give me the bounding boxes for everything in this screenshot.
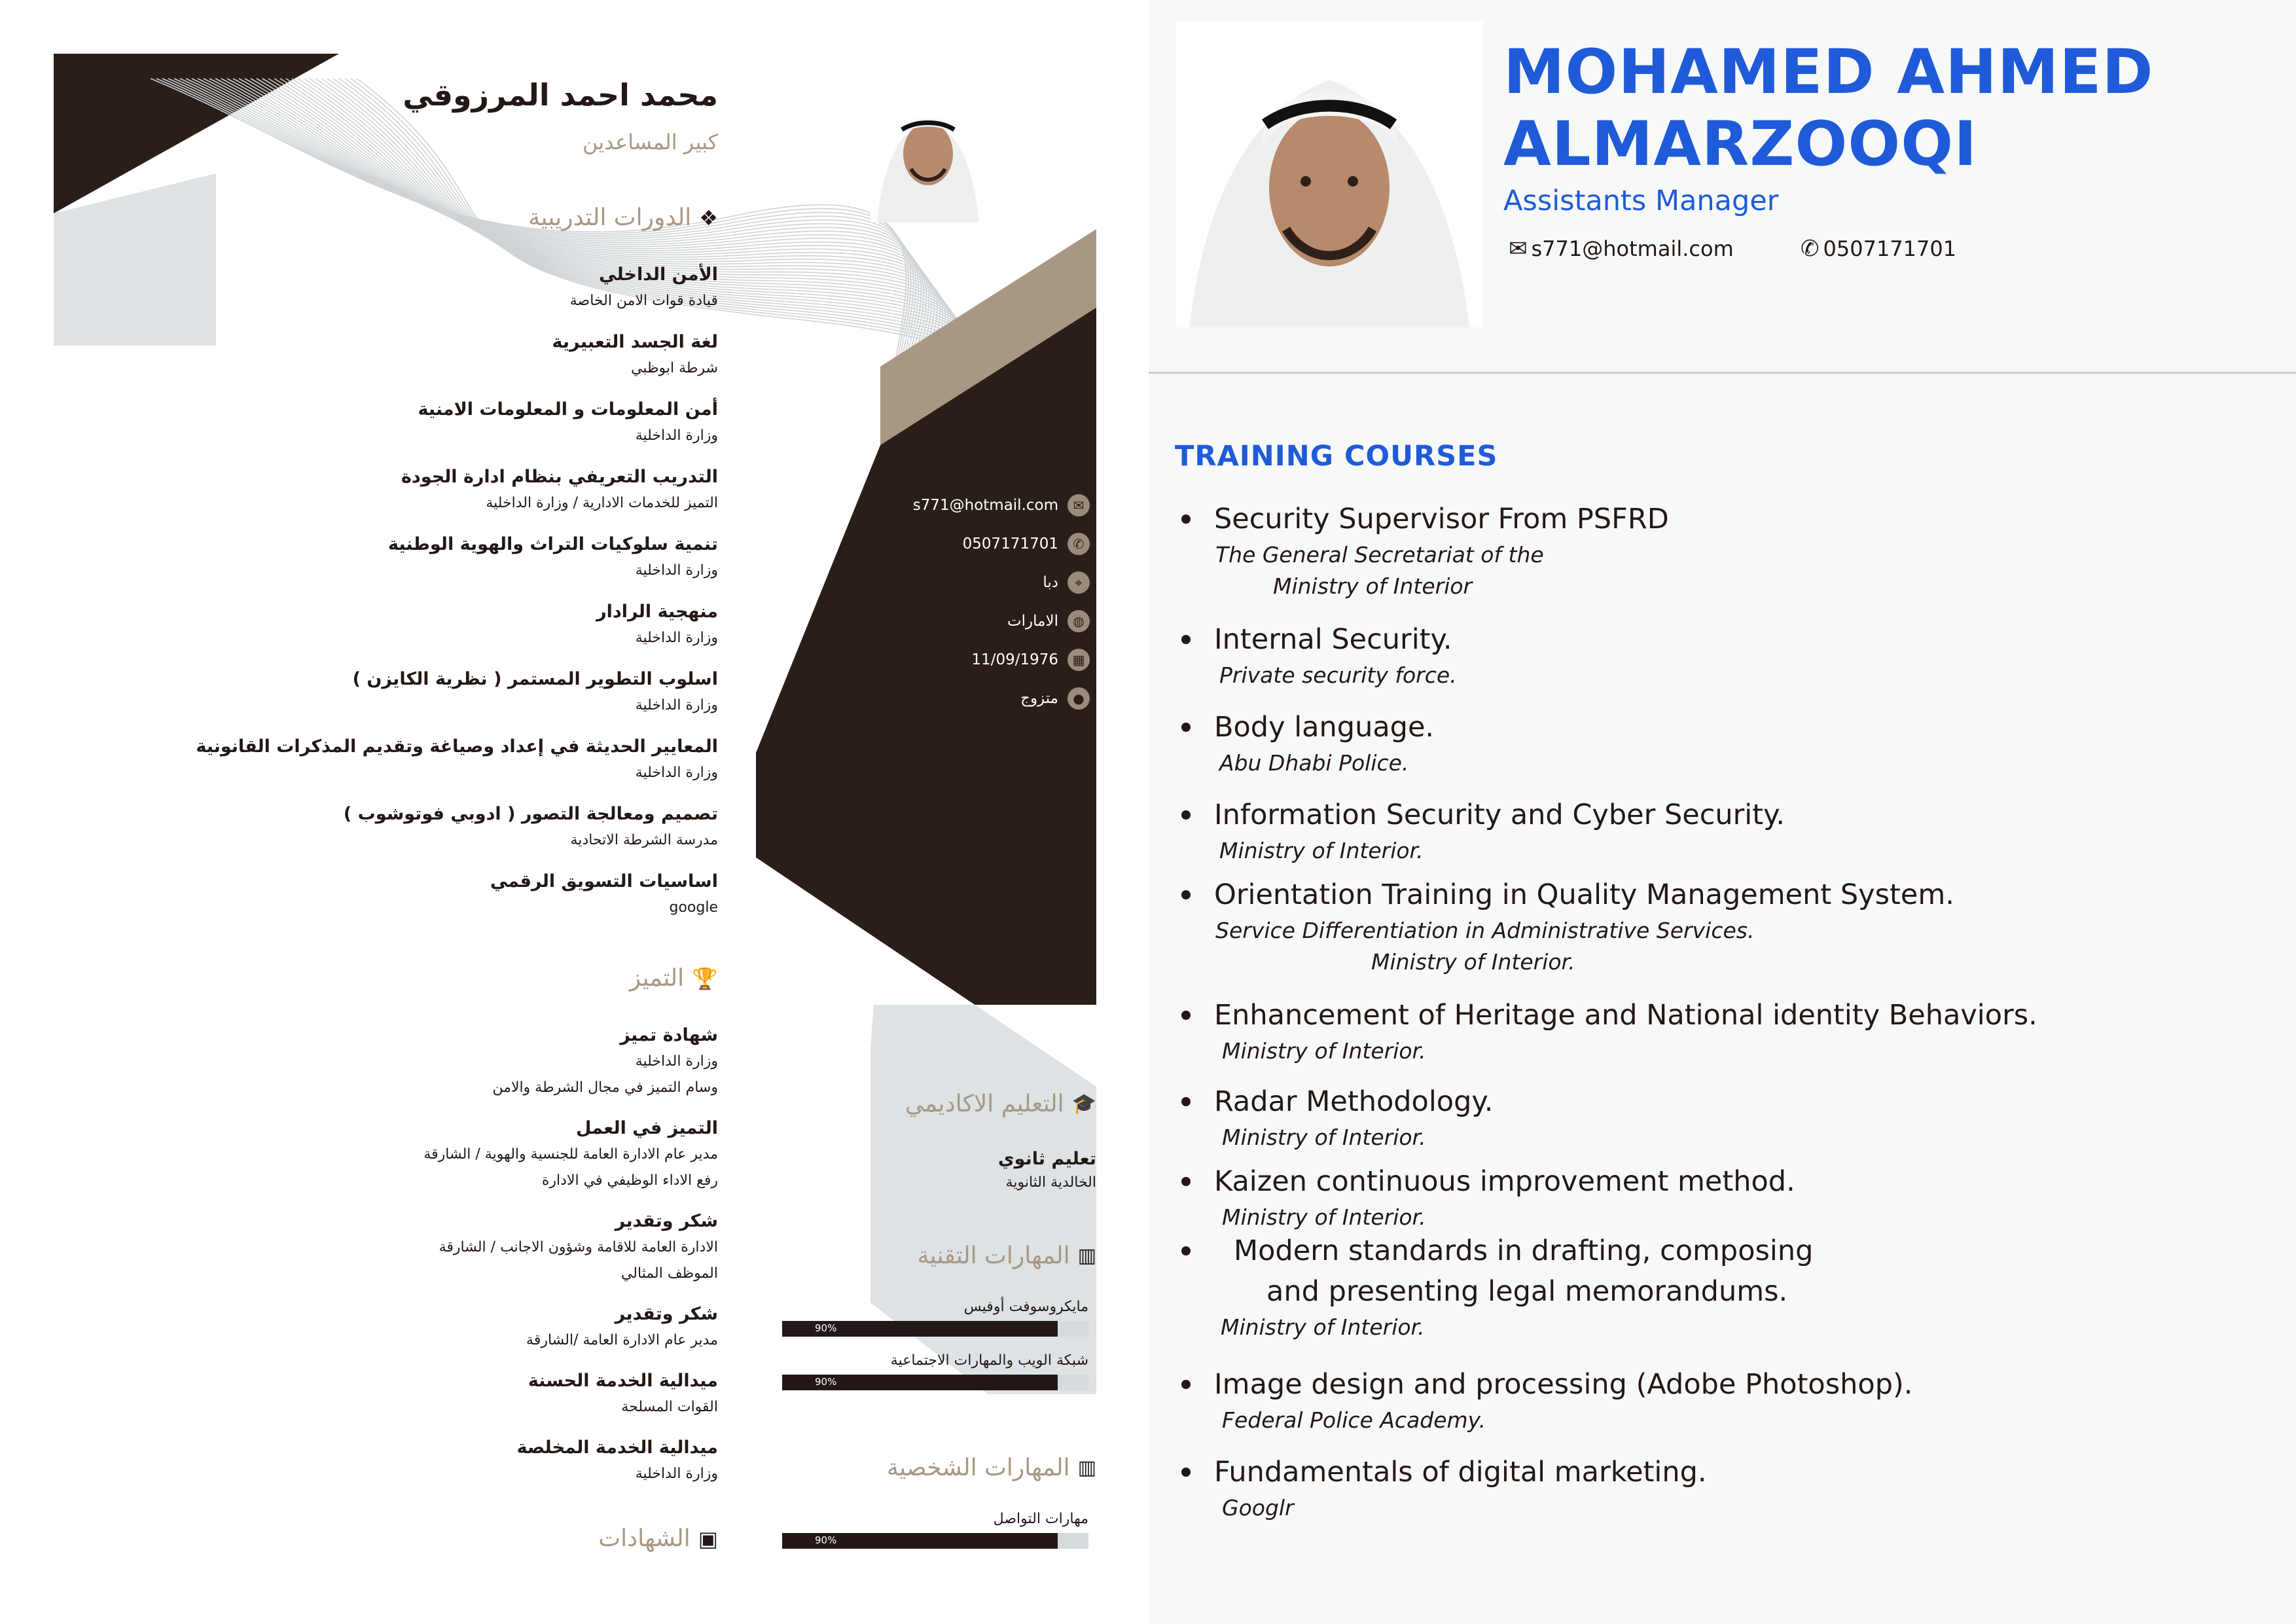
training-provider: قيادة قوات الامن الخاصة [569,293,718,309]
training-item [0,464,718,532]
course-provider: Private security force. [1219,662,1457,688]
education-heading-text: التعليم الاكاديمي [905,1091,1064,1117]
skill-label: مهارات التواصل [993,1511,1088,1527]
course-item [1175,1364,2261,1436]
course-item [1175,995,2261,1067]
english-role: Assistants Manager [1503,185,1779,217]
windows-icon: ❖ [699,205,718,230]
excellence-detail: القوات المسلحة [621,1399,718,1415]
excellence-heading-text: التميز [629,965,685,992]
course-item [1175,795,2261,867]
english-phone [1801,236,1956,262]
education-title: تعليم ثانوي [997,1149,1096,1169]
course-title-line2: and presenting legal memorandums. [1266,1275,1788,1308]
english-name [1503,37,2276,181]
training-title: المعايير الحديثة في إعداد وصياغة وتقديم المذكرات القانونية [196,736,718,757]
training-title: اساسيات التسويق الرقمي [490,871,718,892]
course-title: Image design and processing (Adobe Photoshop). [1175,1364,2261,1405]
certificate-icon: ▣ [698,1526,718,1551]
tech-skills-section-heading [918,1242,1097,1269]
excellence-title: شكر وتقدير [615,1304,718,1324]
skill-bar [782,1375,1088,1390]
excellence-item [0,1208,718,1287]
skill-bar [782,1321,1088,1337]
contact-value: s771@hotmail.com [912,496,1058,514]
excellence-title: التميز في العمل [576,1118,718,1138]
excellence-title: ميدالية الخدمة الحسنة [528,1371,718,1391]
chart-icon: ▥ [1077,1244,1096,1267]
tech-skills-heading-text: المهارات التقنية [917,1242,1070,1269]
phone-icon: ✆ [1067,533,1090,555]
training-provider: شرطة ابوظبي [631,360,718,376]
contact-value: دبا [1043,573,1058,591]
arabic-role: كبير المساعدين [583,130,718,154]
course-item [1175,707,2261,779]
course-title: Security Supervisor From PSFRD [1175,499,2261,539]
course-provider: Ministry of Interior [1273,573,1473,599]
training-provider: google [669,899,718,916]
english-profile-photo [1176,21,1482,327]
course-provider: Ministry of Interior. [1221,1314,1425,1340]
email-text: s771@hotmail.com [1531,236,1734,261]
course-provider: Googlr [1222,1495,1294,1521]
phone-icon: ✆ [1801,236,1820,262]
course-item [1175,1452,2261,1524]
course-title: Kaizen continuous improvement method. [1175,1161,2261,1202]
training-provider: وزارة الداخلية [635,630,718,646]
contact-row [893,524,1090,563]
certificates-heading-text: الشهادات [598,1525,691,1552]
contact-row [893,486,1090,524]
course-title: Information Security and Cyber Security. [1175,795,2261,835]
personal-skills-section-heading [887,1454,1096,1481]
course-item [1175,875,2261,978]
training-title: الأمن الداخلي [599,264,718,285]
skill-label: مايكروسوفت أوفيس [963,1299,1088,1315]
excellence-item [0,1301,718,1354]
training-title: اسلوب التطوير المستمر ( نظرية الكايزن ) [352,669,718,689]
english-training-heading: TRAINING COURSES [1175,440,1498,473]
education-school: الخالدية الثانوية [1005,1174,1096,1191]
training-provider: التميز للخدمات الادارية / وزارة الداخلية [486,495,718,511]
education-entry [998,1147,1096,1194]
contact-value: متزوج [1020,689,1058,707]
header-divider [1149,372,2296,374]
arabic-excellence-list [0,1022,718,1502]
contact-row [893,602,1090,640]
training-item [0,734,718,801]
calendar-icon: ▦ [1067,649,1090,671]
skill-web-social [782,1350,1088,1390]
skill-bar [782,1533,1088,1549]
course-title: Internal Security. [1175,619,2261,660]
excellence-detail: الادارة العامة للاقامة وشؤون الاجانب / الشارقة [439,1239,718,1255]
arabic-name: محمد احمد المرزوقي [403,77,718,113]
trophy-icon: 🏆 [692,965,718,991]
training-heading-text: الدورات التدريبية [528,204,692,231]
course-provider: Abu Dhabi Police. [1219,750,1409,776]
skill-percent: 90% [815,1534,837,1546]
english-cv-page [1149,0,2296,1624]
training-item [0,869,718,936]
training-provider: وزارة الداخلية [635,697,718,713]
contact-row [893,679,1090,717]
excellence-title: شهادة تميز [620,1025,718,1045]
course-title: Orientation Training in Quality Management System. [1175,875,2261,915]
graduation-cap-icon: 🎓 [1071,1092,1096,1115]
excellence-item [0,1368,718,1420]
skill-microsoft-office [782,1296,1088,1337]
excellence-item [0,1115,718,1194]
excellence-detail: مدير عام الادارة العامة للجنسية والهوية / الشارقة [423,1146,718,1163]
course-title: Enhancement of Heritage and National identity Behaviors. [1175,995,2261,1036]
training-title: منهجية الرادار [596,602,718,622]
globe-icon: ◍ [1067,610,1090,632]
training-title: التدريب التعريفي بنظام ادارة الجودة [401,467,718,487]
course-provider: The General Secretariat of the [1215,542,1544,568]
mail-icon: ✉ [1067,494,1090,516]
personal-skills-heading-text: المهارات الشخصية [886,1454,1070,1481]
course-title: Fundamentals of digital marketing. [1175,1452,2261,1492]
training-item [0,599,718,666]
training-title: لغة الجسد التعبيرية [552,332,718,352]
excellence-detail: وزارة الداخلية [635,1466,718,1482]
arabic-training-list [0,262,718,936]
excellence-section-heading [630,965,718,992]
education-section-heading [905,1091,1096,1117]
training-title: أمن المعلومات و المعلومات الامنية [418,399,718,420]
training-provider: وزارة الداخلية [635,427,718,444]
course-item [1175,1081,2261,1153]
training-title: تنمية سلوكيات التراث والهوية الوطنية [388,534,718,554]
course-provider: Ministry of Interior. [1219,838,1424,863]
course-provider: Ministry of Interior. [1222,1125,1426,1150]
certificates-section-heading [598,1525,718,1552]
arabic-contact-list [893,486,1090,717]
training-item [0,329,718,397]
course-title: Modern standards in drafting, composing [1175,1231,2261,1271]
course-provider: Service Differentiation in Administrative Services. [1215,918,1755,943]
course-item [1175,499,2261,602]
skill-percent: 90% [815,1322,837,1334]
excellence-item [0,1022,718,1101]
contact-row [893,563,1090,602]
english-name-line1: MOHAMED AHMED [1503,37,2154,108]
contact-value: 0507171701 [962,535,1058,552]
training-provider: مدرسة الشرطة الاتحادية [570,832,718,848]
excellence-detail: الموظف المثالي [620,1265,718,1282]
course-provider: Ministry of Interior. [1371,949,1575,975]
location-icon: ⌖ [1067,571,1090,594]
training-title: تصميم ومعالجة التصور ( ادوبي فوتوشوب ) [343,804,718,824]
training-item [0,666,718,734]
course-title: Body language. [1175,707,2261,748]
excellence-title: شكر وتقدير [615,1211,718,1231]
english-email [1509,236,1734,262]
course-item [1175,1231,2261,1343]
course-provider: Federal Police Academy. [1222,1407,1486,1433]
skill-label: شبكة الويب والمهارات الاجتماعية [890,1352,1088,1369]
phone-text: 0507171701 [1823,236,1957,261]
excellence-detail: وسام التميز في مجال الشرطة والامن [492,1079,718,1096]
contact-row [893,640,1090,679]
mail-icon: ✉ [1509,236,1528,262]
course-provider: Ministry of Interior. [1222,1204,1426,1230]
excellence-item [0,1435,718,1487]
skill-percent: 90% [815,1376,837,1388]
training-section-heading [528,204,718,231]
skill-communication [782,1508,1088,1549]
training-item [0,532,718,599]
excellence-title: ميدالية الخدمة المخلصة [516,1437,718,1458]
chart-icon: ▥ [1077,1456,1096,1479]
training-provider: وزارة الداخلية [635,562,718,579]
training-provider: وزارة الداخلية [635,765,718,781]
excellence-detail: رفع الاداء الوظيفي في الادارة [541,1172,718,1189]
excellence-detail: وزارة الداخلية [635,1053,718,1070]
course-provider: Ministry of Interior. [1222,1038,1426,1064]
english-name-line2: ALMARZOOQI [1503,109,1978,180]
training-item [0,262,718,329]
person-icon: ● [1067,687,1090,710]
contact-value: الامارات [1007,612,1058,630]
course-item [1175,1161,2261,1233]
contact-value: 11/09/1976 [971,651,1058,668]
arabic-profile-photo [870,92,986,223]
excellence-detail: مدير عام الادارة العامة /الشارقة [526,1332,718,1348]
training-item [0,801,718,869]
training-item [0,397,718,464]
course-title: Radar Methodology. [1175,1081,2261,1122]
course-item [1175,619,2261,691]
